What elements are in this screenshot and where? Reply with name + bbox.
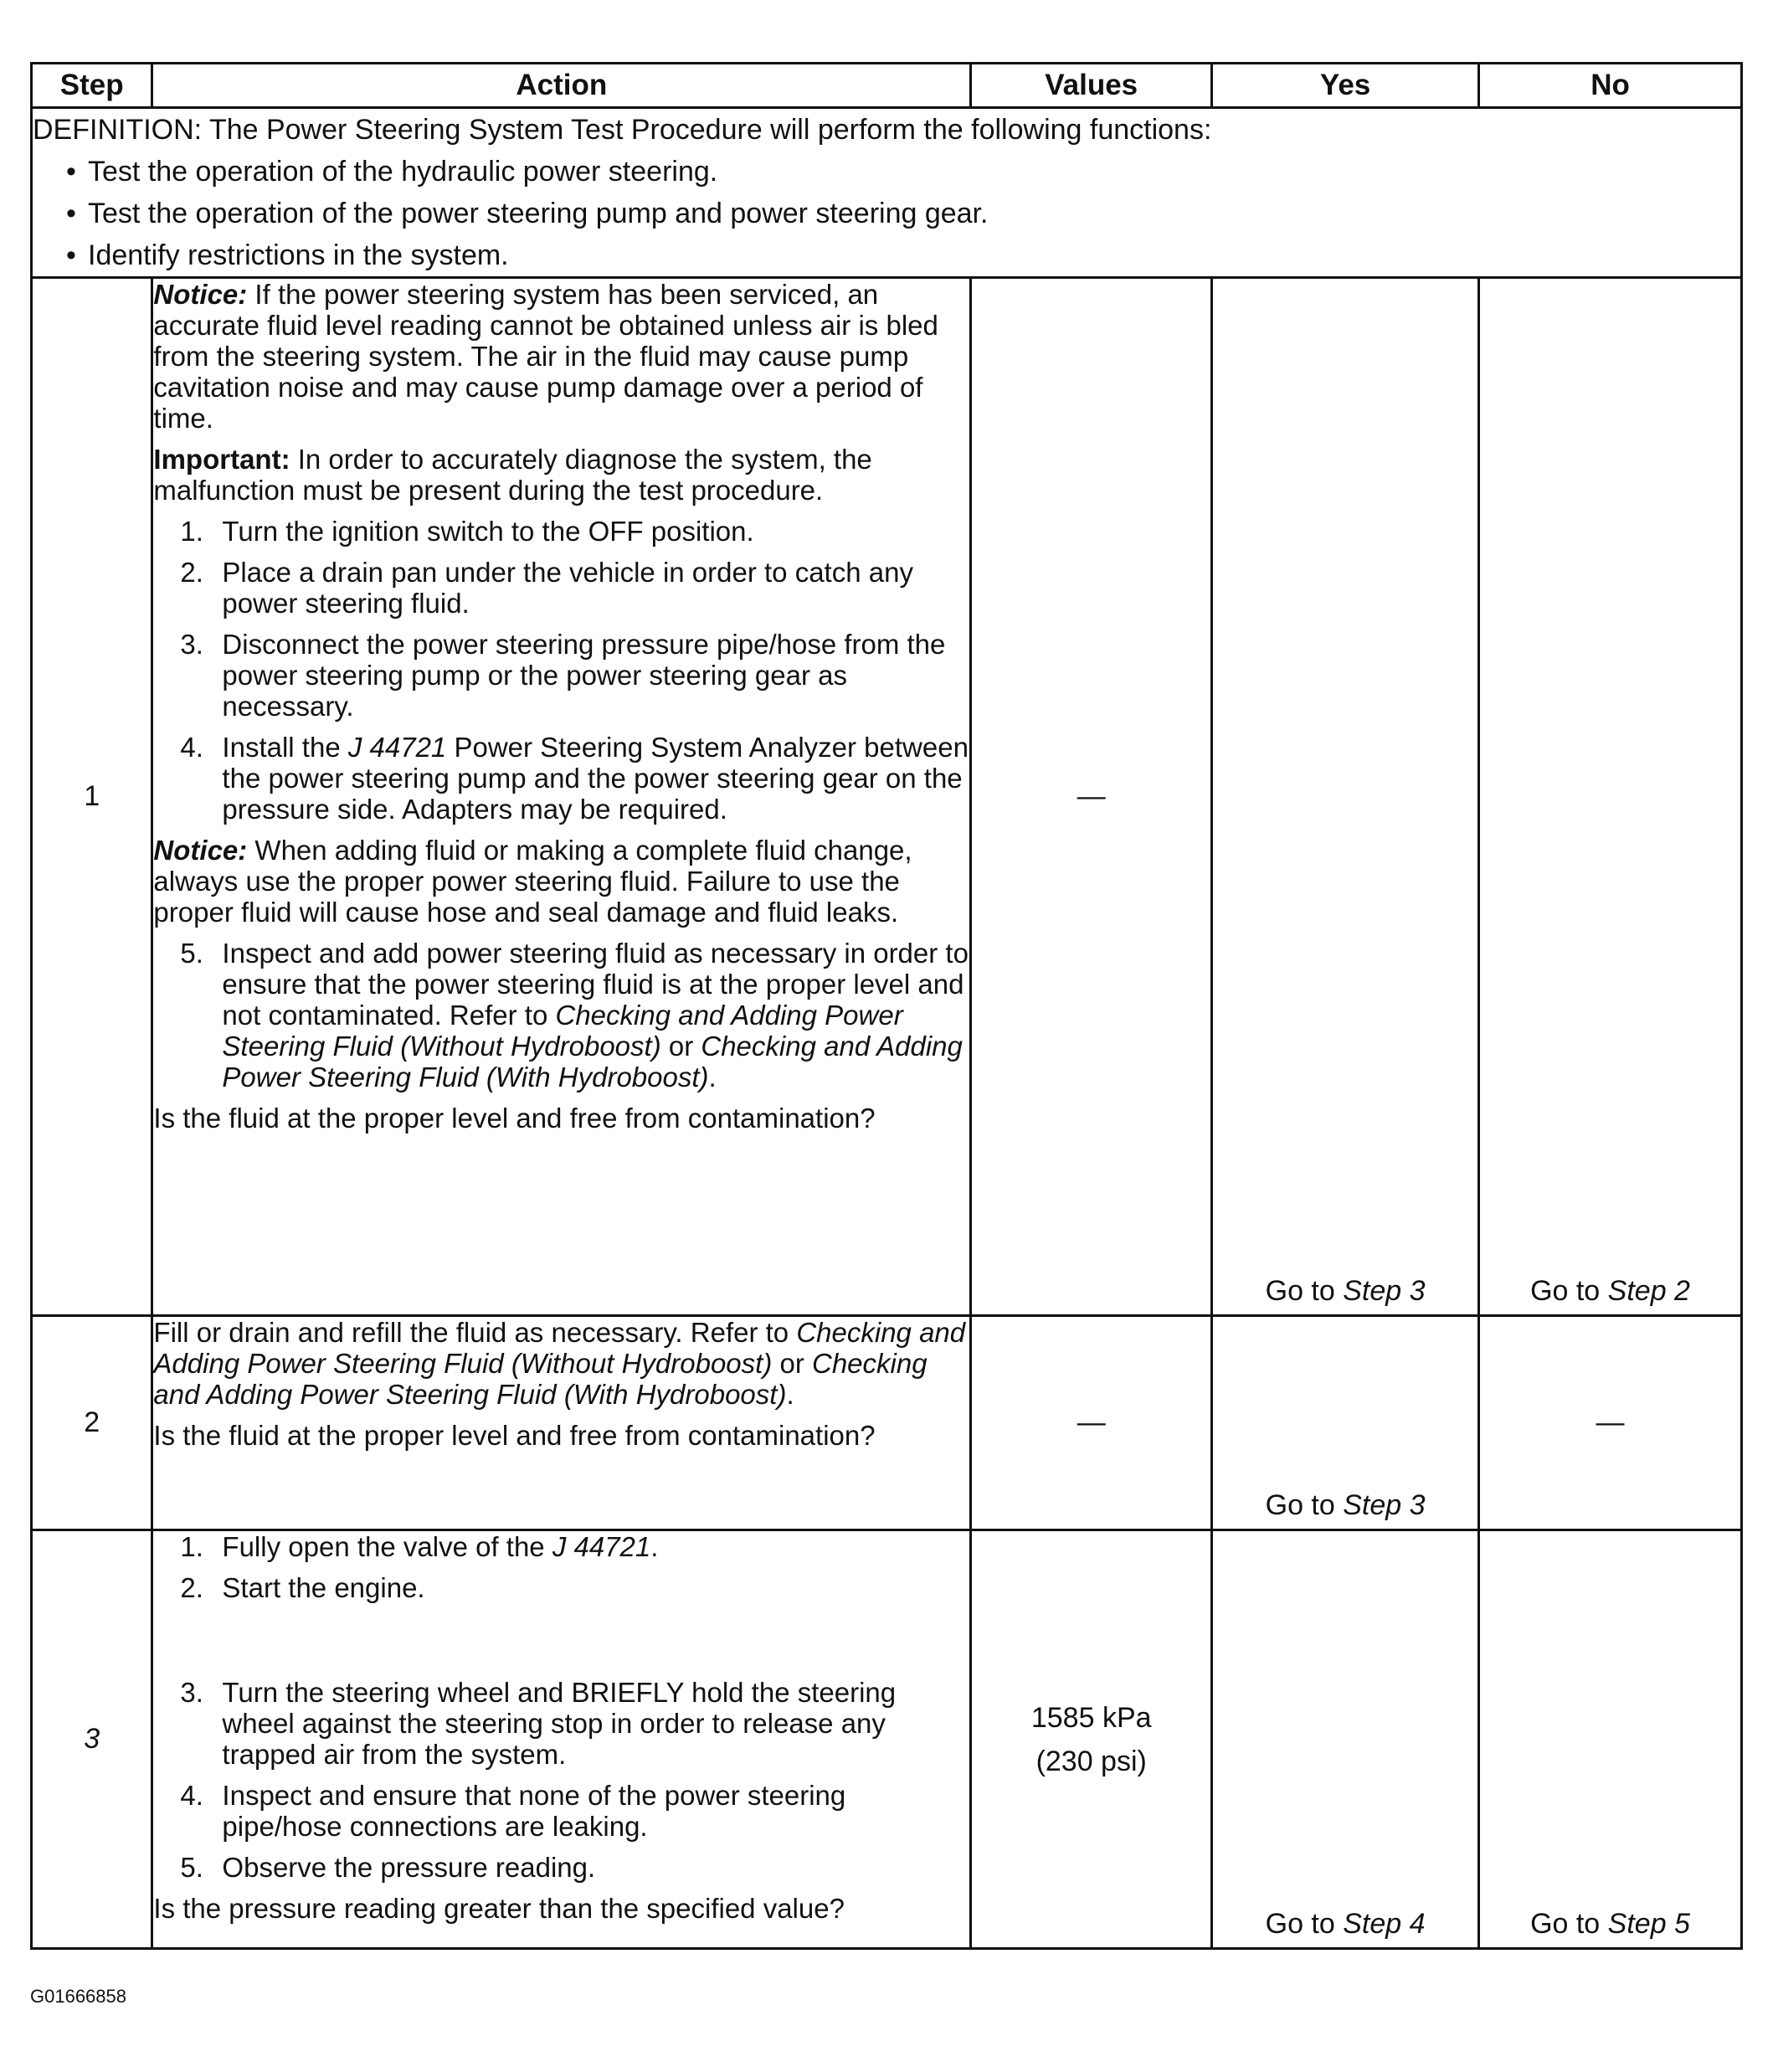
header-values: Values <box>971 64 1212 108</box>
list-item: 2. Start the engine. <box>180 1572 425 1603</box>
header-step: Step <box>32 64 152 108</box>
header-row <box>32 64 1742 108</box>
list-item: 1. Fully open the valve of the J 44721. <box>180 1531 659 1562</box>
step-3-question: Is the pressure reading greater than the specified value? <box>153 1893 845 1924</box>
definition-row <box>32 108 1742 278</box>
step-1-values: — <box>971 278 1212 1316</box>
step-3-list <box>153 1531 969 1883</box>
list-item: 4. Install the J 44721 Power Steering System Analyzer between the power steering pump and the power steering gear on the pressure side. Adapters may be required. <box>180 732 969 825</box>
reference-link[interactable]: Checking and Adding Power Steering Fluid (With Hydroboost) <box>222 1031 963 1093</box>
step-2-number: 2 <box>32 1316 152 1530</box>
definition-bullet: • Identify restrictions in the system. <box>66 234 1740 276</box>
list-item: 4. Inspect and ensure that none of the power steering pipe/hose connections are leaking. <box>180 1780 846 1842</box>
step-2-row <box>32 1316 1742 1530</box>
step-1-list-2 <box>153 938 969 1093</box>
step-1-row <box>32 278 1742 1316</box>
step-3-yes[interactable]: Go to Step 4 <box>1212 1530 1479 1949</box>
value-kpa: 1585 kPa <box>1030 1701 1152 1734</box>
step-3-values <box>971 1530 1212 1949</box>
header-no: No <box>1479 64 1742 108</box>
step-1-number: 1 <box>32 278 152 1316</box>
definition-text: DEFINITION: The Power Steering System Test Procedure will perform the following functions: <box>33 114 1212 146</box>
reference-link[interactable]: Checking and Adding Power Steering Fluid (Without Hydroboost) <box>222 1000 903 1062</box>
list-item: 3. Disconnect the power steering pressure pipe/hose from the power steering pump or the power steering gear as necessary. <box>180 629 946 722</box>
header-yes: Yes <box>1212 64 1479 108</box>
step-3-action <box>152 1530 971 1949</box>
step-2-question: Is the fluid at the proper level and free from contamination? <box>153 1420 876 1451</box>
list-item: 3. Turn the steering wheel and BRIEFLY hold the steering wheel against the steering stop in order to release any trapped air from the system. <box>180 1677 897 1770</box>
reference-link[interactable]: Checking and Adding Power Steering Fluid (With Hydroboost) <box>153 1348 928 1410</box>
step-1-notice-2: Notice: When adding fluid or making a complete fluid change, always use the proper power steering fluid. Failure to use the proper fluid will cause hose and seal damage and fluid leaks. <box>153 835 912 928</box>
list-item: 5. Observe the pressure reading. <box>180 1852 596 1883</box>
step-1-important: Important: In order to accurately diagnose the system, the malfunction must be present during the test procedure. <box>153 444 872 506</box>
step-2-no: — <box>1479 1316 1742 1530</box>
step-1-action <box>152 278 971 1316</box>
step-1-yes[interactable]: Go to Step 3 <box>1212 278 1479 1316</box>
list-item: 1. Turn the ignition switch to the OFF position. <box>180 516 754 547</box>
step-1-list <box>153 516 969 825</box>
diagnostic-table <box>30 62 1743 1950</box>
step-3-number: 3 <box>32 1530 152 1949</box>
step-3-row <box>32 1530 1742 1949</box>
reference-link[interactable]: Checking and Adding Power Steering Fluid (Without Hydroboost) <box>153 1317 966 1379</box>
value-psi: (230 psi) <box>1035 1745 1147 1777</box>
step-1-notice-1: Notice: If the power steering system has been serviced, an accurate fluid level reading cannot be obtained unless air is bled from the steering system. The air in the fluid may cause pump cavitation noise and may cause pump damage over a period of time. <box>153 279 938 434</box>
step-2-yes[interactable]: Go to Step 3 <box>1212 1316 1479 1530</box>
definition-bullet: • Test the operation of the power steering pump and power steering gear. <box>66 193 1740 234</box>
step-3-no[interactable]: Go to Step 5 <box>1479 1530 1742 1949</box>
definition-bullet: • Test the operation of the hydraulic power steering. <box>66 151 1740 193</box>
header-action: Action <box>152 64 971 108</box>
step-2-action <box>152 1316 971 1530</box>
step-2-values: — <box>971 1316 1212 1530</box>
list-item: 5. Inspect and add power steering fluid as necessary in order to ensure that the power steering fluid is at the proper level and not contaminated. Refer to Checking and Adding Power Steering Fluid (Without Hydroboost) or Checking and Adding Power Steering Fluid (With Hydroboost). <box>180 938 969 1093</box>
step-2-text: Fill or drain and refill the fluid as necessary. Refer to Checking and Adding Power Steering Fluid (Without Hydroboost) or Checking and Adding Power Steering Fluid (With Hydroboost). <box>153 1317 966 1410</box>
figure-id: G01666858 <box>30 1986 126 2007</box>
step-1-no[interactable]: Go to Step 2 <box>1479 278 1742 1316</box>
step-1-question: Is the fluid at the proper level and free from contamination? <box>153 1103 876 1134</box>
list-item: 2. Place a drain pan under the vehicle in order to catch any power steering fluid. <box>180 557 913 619</box>
definition-cell <box>32 108 1742 278</box>
definition-list <box>33 151 1740 276</box>
